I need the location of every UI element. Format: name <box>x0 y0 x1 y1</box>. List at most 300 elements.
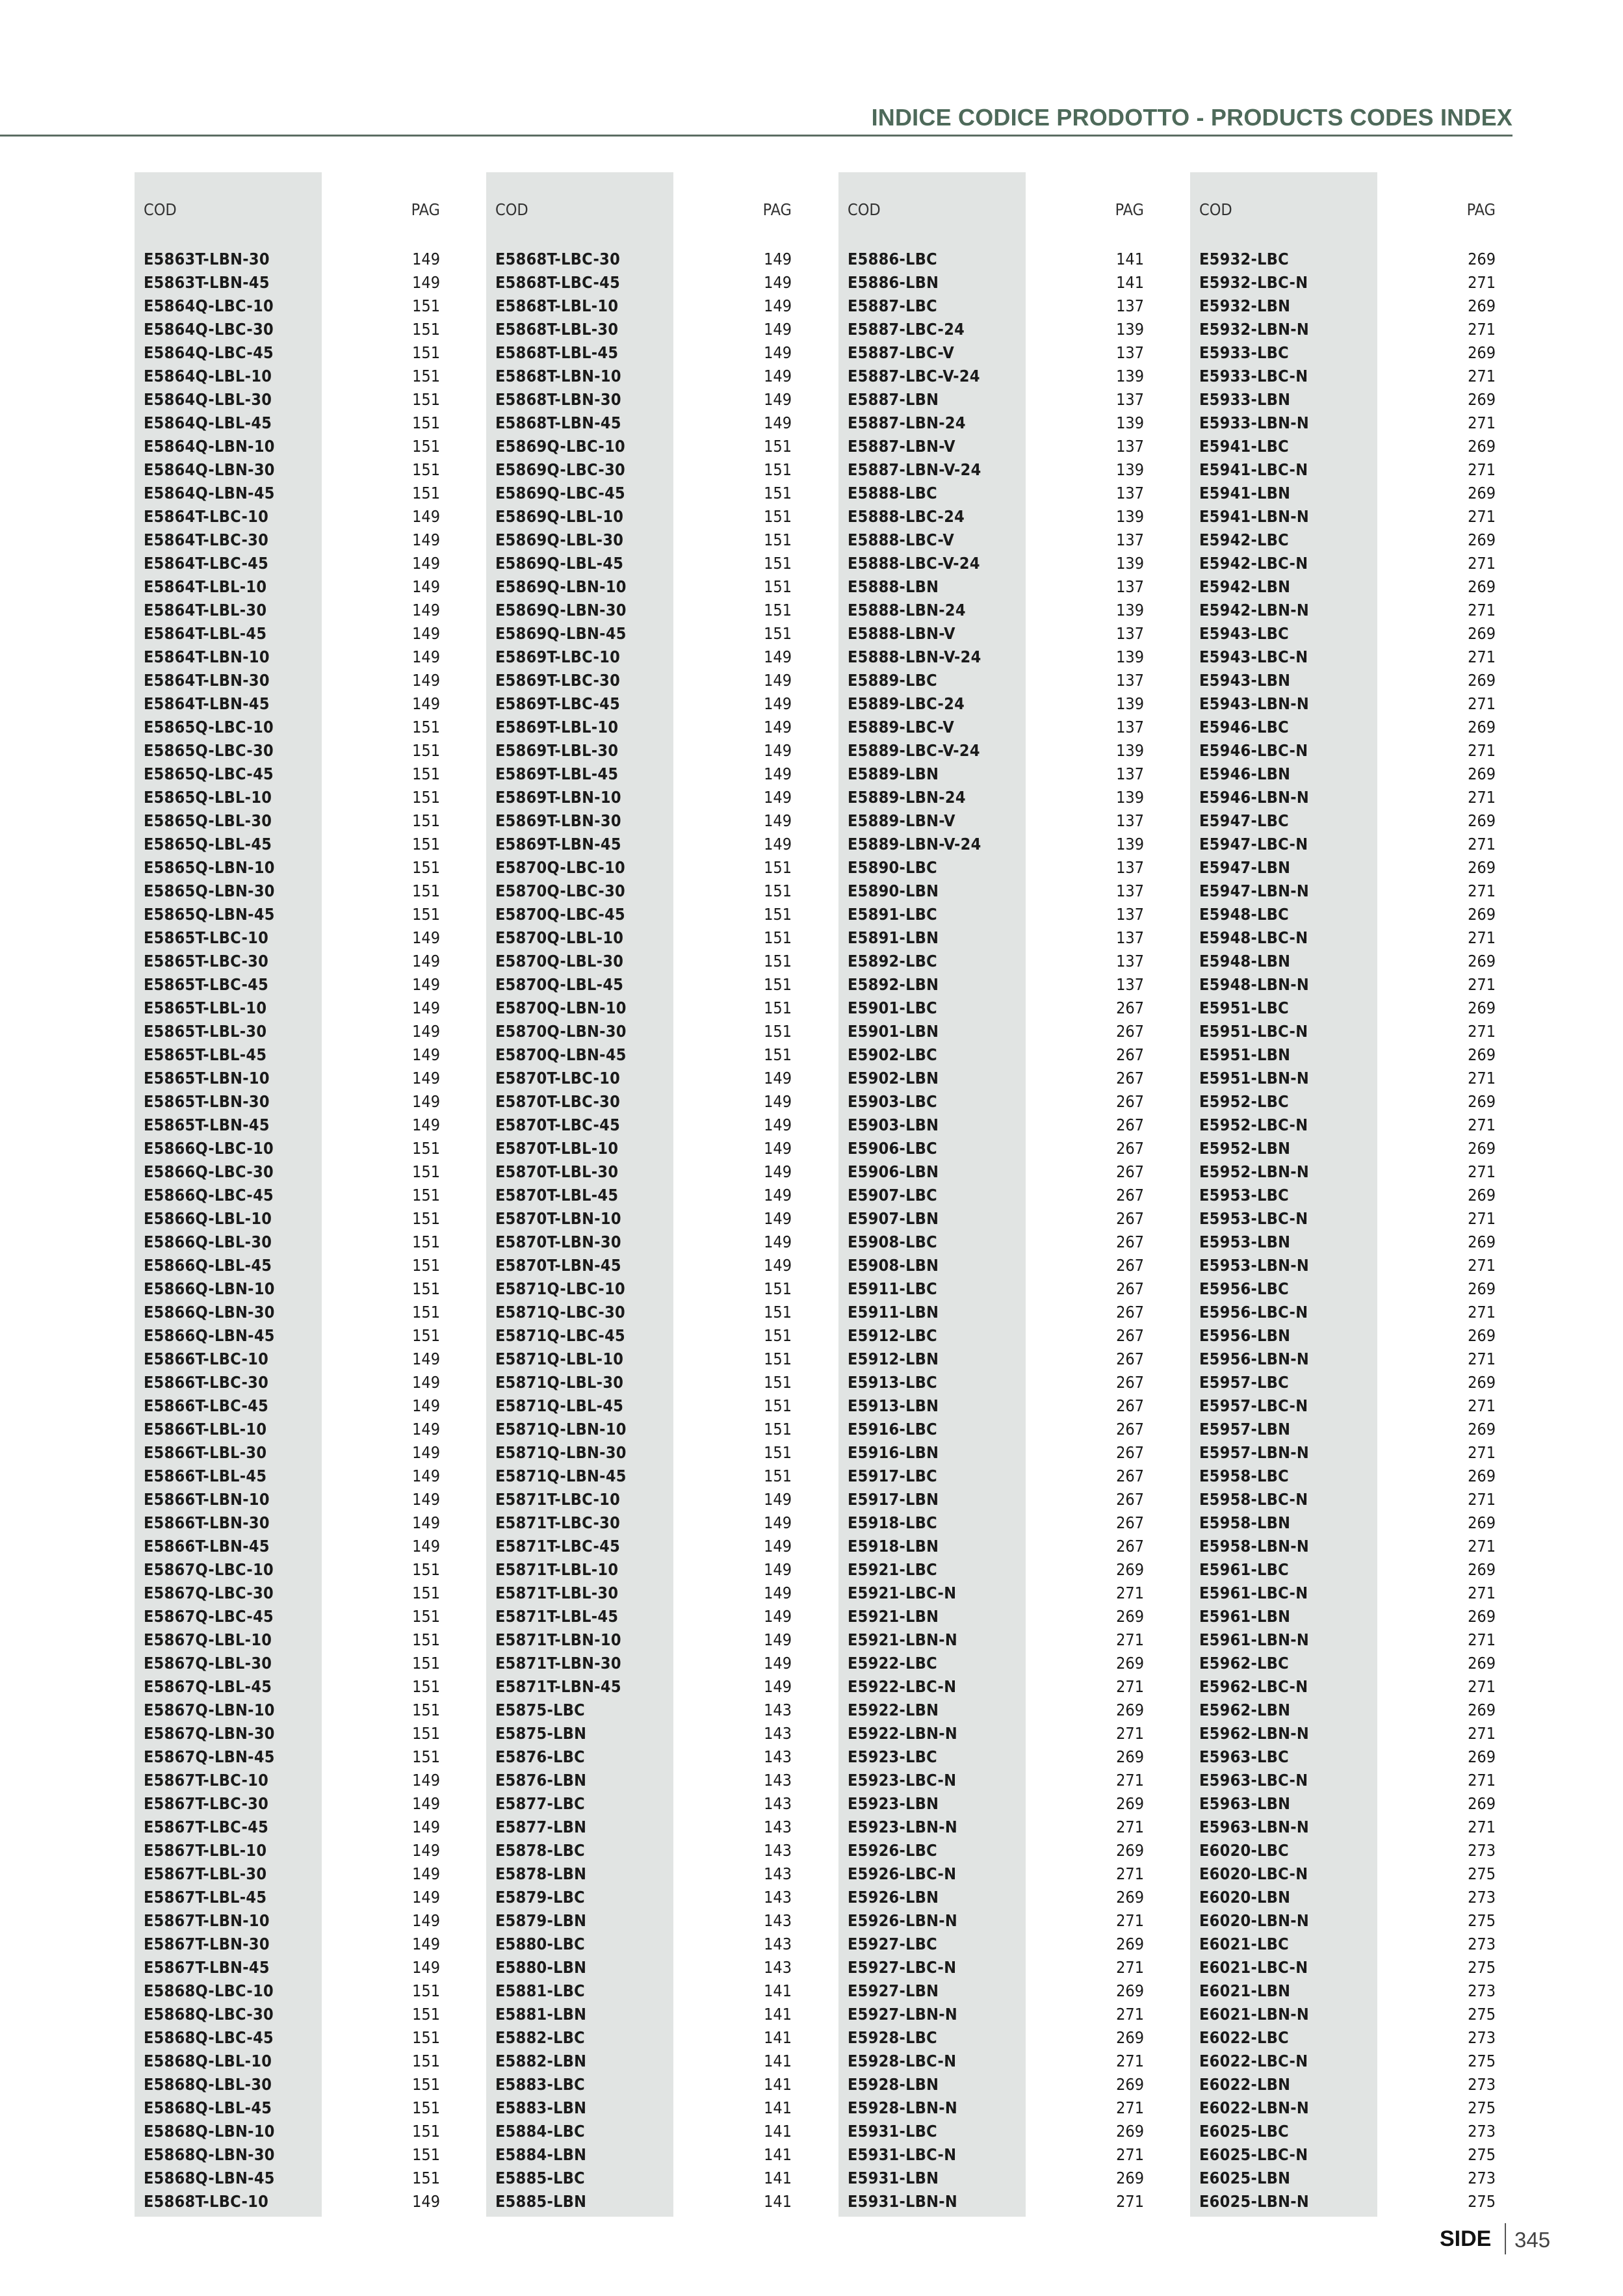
page-ref: 267 <box>1116 1139 1144 1158</box>
page-ref: 267 <box>1116 1233 1144 1251</box>
page-ref: 149 <box>412 1771 440 1790</box>
page-ref: 271 <box>1468 507 1496 526</box>
page-ref: 149 <box>764 1256 792 1275</box>
index-row <box>838 692 1144 715</box>
page-ref: 271 <box>1468 1630 1496 1649</box>
product-code: E5942-LBC-N <box>1199 554 1308 573</box>
product-code: E5869Q-LBL-45 <box>495 554 624 573</box>
page-ref: 275 <box>1468 2192 1496 2211</box>
product-code: E5951-LBC <box>1199 998 1289 1017</box>
page-ref: 267 <box>1116 1115 1144 1134</box>
index-row <box>1190 855 1496 879</box>
product-code: E5865Q-LBL-30 <box>144 811 272 830</box>
page-ref: 149 <box>764 764 792 783</box>
product-code: E5865T-LBC-10 <box>144 928 269 947</box>
index-rows <box>486 247 792 2213</box>
page-ref: 269 <box>1468 1513 1496 1532</box>
index-row <box>135 2096 440 2119</box>
index-row <box>838 2166 1144 2189</box>
page-ref: 273 <box>1468 2122 1496 2141</box>
index-row <box>1190 926 1496 949</box>
page-ref: 141 <box>764 2145 792 2164</box>
index-row <box>838 1066 1144 1089</box>
product-code: E5870T-LBC-10 <box>495 1069 621 1088</box>
product-code: E5928-LBN <box>848 2075 939 2094</box>
product-code: E5868Q-LBN-10 <box>144 2122 275 2141</box>
index-row <box>838 1862 1144 1885</box>
page-ref: 149 <box>764 1560 792 1579</box>
product-code: E5941-LBN-N <box>1199 507 1310 526</box>
product-code: E5922-LBC-N <box>848 1677 957 1696</box>
page-ref: 151 <box>412 367 440 385</box>
index-row <box>486 2119 792 2143</box>
product-code: E5953-LBN <box>1199 1233 1291 1251</box>
index-row <box>135 598 440 621</box>
page-ref: 271 <box>1116 1818 1144 1836</box>
page-ref: 151 <box>764 1420 792 1439</box>
index-row <box>838 996 1144 1019</box>
index-row <box>135 1558 440 1581</box>
page-ref: 141 <box>764 2098 792 2117</box>
index-row <box>1190 528 1496 551</box>
index-row <box>838 715 1144 738</box>
product-code: E5888-LBC-V <box>848 530 955 549</box>
page-ref: 149 <box>764 1537 792 1556</box>
product-code: E6021-LBN-N <box>1199 2005 1310 2024</box>
page-ref: 151 <box>764 624 792 643</box>
page-ref: 149 <box>764 1162 792 1181</box>
product-code: E5871T-LBN-30 <box>495 1654 621 1673</box>
product-code: E5902-LBC <box>848 1045 937 1064</box>
page-ref: 267 <box>1116 1443 1144 1462</box>
page-ref: 269 <box>1468 1654 1496 1673</box>
page-ref: 149 <box>412 2192 440 2211</box>
product-code: E5864T-LBN-30 <box>144 671 270 690</box>
page-ref: 267 <box>1116 1326 1144 1345</box>
product-code: E5932-LBN <box>1199 296 1291 315</box>
page-ref: 149 <box>412 624 440 643</box>
product-code: E5870T-LBL-10 <box>495 1139 619 1158</box>
index-row <box>135 1792 440 1815</box>
product-code: E5952-LBC <box>1199 1092 1289 1111</box>
index-row <box>1190 1347 1496 1370</box>
product-code: E5946-LBC-N <box>1199 741 1308 760</box>
index-row <box>838 294 1144 317</box>
index-row <box>838 1721 1144 1745</box>
product-code: E5871T-LBL-10 <box>495 1560 619 1579</box>
product-code: E5884-LBN <box>495 2145 587 2164</box>
index-row <box>838 1347 1144 1370</box>
page-ref: 271 <box>1468 1537 1496 1556</box>
index-row <box>1190 1370 1496 1394</box>
page-ref: 269 <box>1468 343 1496 362</box>
index-row <box>135 1815 440 1838</box>
index-row <box>135 317 440 341</box>
index-row <box>838 1955 1144 1979</box>
index-row <box>486 294 792 317</box>
product-code: E5889-LBC-V-24 <box>848 741 980 760</box>
index-row <box>486 2002 792 2026</box>
page-ref: 149 <box>764 413 792 432</box>
page-ref: 137 <box>1116 343 1144 362</box>
index-column-2 <box>486 172 792 2217</box>
page-ref: 143 <box>764 1771 792 1790</box>
index-row <box>486 996 792 1019</box>
index-row <box>838 528 1144 551</box>
index-row <box>1190 1604 1496 1628</box>
page-ref: 151 <box>412 1256 440 1275</box>
index-row <box>838 1089 1144 1113</box>
product-code: E5869Q-LBC-10 <box>495 437 625 456</box>
page-ref: 143 <box>764 1958 792 1977</box>
product-code: E5864T-LBC-30 <box>144 530 269 549</box>
page-ref: 149 <box>764 296 792 315</box>
index-row <box>135 481 440 504</box>
page-ref: 269 <box>1468 1186 1496 1205</box>
page-ref: 151 <box>764 1467 792 1485</box>
index-row <box>1190 2119 1496 2143</box>
product-code: E5864Q-LBN-10 <box>144 437 275 456</box>
product-code: E5942-LBN <box>1199 577 1291 596</box>
index-row <box>486 1932 792 1955</box>
product-code: E5868T-LBN-30 <box>495 390 621 409</box>
product-code: E5961-LBC-N <box>1199 1584 1308 1602</box>
page-ref: 139 <box>1116 694 1144 713</box>
index-row <box>135 1441 440 1464</box>
index-row <box>486 481 792 504</box>
page-ref: 151 <box>412 2122 440 2141</box>
index-row <box>486 738 792 762</box>
page-ref: 271 <box>1116 2145 1144 2164</box>
index-row <box>1190 458 1496 481</box>
index-row <box>838 317 1144 341</box>
page-ref: 139 <box>1116 460 1144 479</box>
footer-separator <box>1505 2223 1506 2254</box>
page-number: 345 <box>1514 2228 1551 2252</box>
page-ref: 149 <box>764 647 792 666</box>
column-header <box>1190 185 1496 231</box>
product-code: E5943-LBN-N <box>1199 694 1310 713</box>
index-row <box>135 1136 440 1160</box>
index-row <box>486 598 792 621</box>
product-code: E6022-LBC-N <box>1199 2052 1308 2070</box>
index-row <box>135 1370 440 1394</box>
page-ref: 139 <box>1116 647 1144 666</box>
page-ref: 267 <box>1116 1162 1144 1181</box>
page-ref: 271 <box>1468 881 1496 900</box>
page-ref: 271 <box>1116 1771 1144 1790</box>
product-code: E5869Q-LBC-45 <box>495 484 625 502</box>
page-ref: 151 <box>412 413 440 432</box>
index-row <box>1190 645 1496 668</box>
page-ref: 151 <box>764 484 792 502</box>
index-row <box>1190 1862 1496 1885</box>
index-row <box>1190 1300 1496 1324</box>
product-code: E5870T-LBC-30 <box>495 1092 621 1111</box>
product-code: E5869T-LBL-30 <box>495 741 619 760</box>
product-code: E5961-LBN <box>1199 1607 1291 1626</box>
product-code: E5963-LBN-N <box>1199 1818 1310 1836</box>
product-code: E5943-LBC-N <box>1199 647 1308 666</box>
page-ref: 271 <box>1468 741 1496 760</box>
index-row <box>486 551 792 575</box>
product-code: E5921-LBC-N <box>848 1584 957 1602</box>
page-ref: 269 <box>1468 624 1496 643</box>
product-code: E5946-LBN <box>1199 764 1291 783</box>
product-code: E5953-LBN-N <box>1199 1256 1310 1275</box>
product-code: E5887-LBN-V-24 <box>848 460 981 479</box>
page-ref: 269 <box>1116 2122 1144 2141</box>
page-ref: 151 <box>412 296 440 315</box>
index-row <box>135 2072 440 2096</box>
page-ref: 149 <box>764 273 792 292</box>
index-row <box>838 1183 1144 1207</box>
product-code: E5865T-LBN-45 <box>144 1115 270 1134</box>
page-ref: 269 <box>1468 1045 1496 1064</box>
index-row <box>1190 2166 1496 2189</box>
page-ref: 151 <box>764 554 792 573</box>
product-code: E5868T-LBL-45 <box>495 343 619 362</box>
product-code: E5866T-LBL-10 <box>144 1420 267 1439</box>
page-ref: 269 <box>1468 1139 1496 1158</box>
index-row <box>135 364 440 387</box>
product-code: E5947-LBN <box>1199 858 1291 877</box>
product-code: E5866Q-LBN-45 <box>144 1326 275 1345</box>
page-ref: 151 <box>412 1654 440 1673</box>
product-code: E5885-LBC <box>495 2169 585 2187</box>
product-code: E5866Q-LBL-10 <box>144 1209 272 1228</box>
page-ref: 151 <box>412 764 440 783</box>
page-ref: 275 <box>1468 1958 1496 1977</box>
page-ref: 275 <box>1468 1864 1496 1883</box>
page-ref: 149 <box>412 507 440 526</box>
index-row <box>135 575 440 598</box>
index-row <box>135 1745 440 1768</box>
product-code: E5903-LBC <box>848 1092 937 1111</box>
cod-header: COD <box>848 200 881 219</box>
index-row <box>486 1721 792 1745</box>
product-code: E5864Q-LBN-30 <box>144 460 275 479</box>
index-row <box>838 1909 1144 1932</box>
index-row <box>486 1136 792 1160</box>
product-code: E5913-LBC <box>848 1373 937 1392</box>
page-ref: 151 <box>764 460 792 479</box>
page-ref: 143 <box>764 1747 792 1766</box>
page-ref: 269 <box>1468 250 1496 268</box>
page-ref: 143 <box>764 1794 792 1813</box>
product-code: E5871T-LBC-10 <box>495 1490 621 1509</box>
page-ref: 149 <box>412 1443 440 1462</box>
index-row <box>838 972 1144 996</box>
product-code: E5867Q-LBL-45 <box>144 1677 272 1696</box>
page-ref: 149 <box>412 975 440 994</box>
product-code: E5892-LBC <box>848 952 937 971</box>
index-row <box>1190 1558 1496 1581</box>
product-code: E5869Q-LBN-10 <box>495 577 627 596</box>
index-row <box>838 2096 1144 2119</box>
page-ref: 271 <box>1468 788 1496 807</box>
product-code: E5953-LBC <box>1199 1186 1289 1205</box>
index-column-1 <box>135 172 440 2217</box>
product-code: E5870T-LBN-30 <box>495 1233 621 1251</box>
product-code: E6025-LBN-N <box>1199 2192 1310 2211</box>
page-ref: 149 <box>412 1373 440 1392</box>
index-row <box>1190 1487 1496 1511</box>
page-ref: 271 <box>1468 1162 1496 1181</box>
index-row <box>838 949 1144 972</box>
product-code: E5867Q-LBL-30 <box>144 1654 272 1673</box>
index-row <box>1190 1253 1496 1277</box>
product-code: E5870T-LBL-30 <box>495 1162 619 1181</box>
product-code: E6025-LBC-N <box>1199 2145 1308 2164</box>
index-row <box>486 247 792 270</box>
page-ref: 137 <box>1116 905 1144 924</box>
index-row <box>486 1838 792 1862</box>
product-code: E5941-LBN <box>1199 484 1291 502</box>
product-code: E5927-LBN-N <box>848 2005 958 2024</box>
page-ref: 269 <box>1468 530 1496 549</box>
page-ref: 151 <box>412 1584 440 1602</box>
index-row <box>1190 692 1496 715</box>
product-code: E5922-LBC <box>848 1654 937 1673</box>
product-code: E5881-LBC <box>495 1981 585 2000</box>
page-ref: 271 <box>1468 413 1496 432</box>
product-code: E5865T-LBL-45 <box>144 1045 267 1064</box>
page-ref: 271 <box>1468 1350 1496 1368</box>
product-code: E6020-LBN-N <box>1199 1911 1310 1930</box>
product-code: E5963-LBC <box>1199 1747 1289 1766</box>
page-ref: 151 <box>412 1724 440 1743</box>
index-row <box>135 785 440 809</box>
index-row <box>1190 551 1496 575</box>
index-row <box>135 1534 440 1558</box>
index-row <box>838 434 1144 458</box>
index-row <box>838 1558 1144 1581</box>
product-code: E5867T-LBN-45 <box>144 1958 270 1977</box>
index-row <box>838 481 1144 504</box>
product-code: E5962-LBN <box>1199 1701 1291 1719</box>
index-row <box>838 2143 1144 2166</box>
product-code: E5928-LBC <box>848 2028 937 2047</box>
page-ref: 271 <box>1468 975 1496 994</box>
index-row <box>486 879 792 902</box>
footer-brand: SIDE <box>1440 2226 1492 2251</box>
product-code: E5891-LBC <box>848 905 937 924</box>
index-row <box>838 1698 1144 1721</box>
page-ref: 269 <box>1468 1373 1496 1392</box>
product-code: E5912-LBC <box>848 1326 937 1345</box>
index-row <box>135 1604 440 1628</box>
product-code: E5868T-LBL-30 <box>495 320 619 339</box>
page-ref: 149 <box>764 367 792 385</box>
index-row <box>486 668 792 692</box>
page-ref: 269 <box>1116 1607 1144 1626</box>
page-ref: 269 <box>1116 1654 1144 1673</box>
page-ref: 149 <box>764 390 792 409</box>
page-ref: 151 <box>412 1139 440 1158</box>
page-ref: 271 <box>1468 1584 1496 1602</box>
product-code: E5911-LBN <box>848 1303 939 1322</box>
product-code: E5866Q-LBL-30 <box>144 1233 272 1251</box>
product-code: E5907-LBN <box>848 1209 939 1228</box>
index-row <box>135 972 440 996</box>
product-code: E5880-LBN <box>495 1958 587 1977</box>
product-code: E5962-LBC <box>1199 1654 1289 1673</box>
index-row <box>135 879 440 902</box>
product-code: E5864Q-LBC-45 <box>144 343 274 362</box>
product-code: E5864Q-LBC-10 <box>144 296 274 315</box>
product-code: E5958-LBC-N <box>1199 1490 1308 1509</box>
index-row <box>838 364 1144 387</box>
product-code: E5864T-LBN-45 <box>144 694 270 713</box>
product-code: E5863T-LBN-45 <box>144 273 270 292</box>
product-code: E5871T-LBC-45 <box>495 1537 621 1556</box>
index-row <box>486 2166 792 2189</box>
product-code: E5864Q-LBN-45 <box>144 484 275 502</box>
product-code: E5868T-LBN-10 <box>495 367 621 385</box>
page-ref: 273 <box>1468 1981 1496 2000</box>
product-code: E5870T-LBN-10 <box>495 1209 621 1228</box>
page-ref: 137 <box>1116 952 1144 971</box>
page-ref: 137 <box>1116 390 1144 409</box>
index-row <box>838 1581 1144 1604</box>
product-code: E5906-LBC <box>848 1139 937 1158</box>
page-ref: 149 <box>412 554 440 573</box>
page-ref: 141 <box>764 2075 792 2094</box>
index-row <box>486 809 792 832</box>
index-row <box>838 879 1144 902</box>
page-ref: 269 <box>1116 2169 1144 2187</box>
page-ref: 137 <box>1116 484 1144 502</box>
page-ref: 269 <box>1468 1607 1496 1626</box>
page-ref: 275 <box>1468 1911 1496 1930</box>
index-row <box>486 762 792 785</box>
product-code: E5866T-LBC-45 <box>144 1396 269 1415</box>
index-row <box>1190 1721 1496 1745</box>
product-code: E5869T-LBC-10 <box>495 647 621 666</box>
product-code: E5951-LBC-N <box>1199 1022 1308 1041</box>
page-ref: 275 <box>1468 2145 1496 2164</box>
index-row <box>486 1955 792 1979</box>
product-code: E5871Q-LBN-45 <box>495 1467 627 1485</box>
page-ref: 271 <box>1468 320 1496 339</box>
page-ref: 269 <box>1116 1935 1144 1953</box>
page-ref: 149 <box>412 694 440 713</box>
index-row <box>838 1230 1144 1253</box>
cod-header: COD <box>1199 200 1232 219</box>
product-code: E5958-LBN <box>1199 1513 1291 1532</box>
page-ref: 271 <box>1468 554 1496 573</box>
product-code: E5870Q-LBL-30 <box>495 952 624 971</box>
product-code: E5942-LBN-N <box>1199 601 1310 620</box>
index-row <box>838 1394 1144 1417</box>
index-row <box>838 621 1144 645</box>
page-ref: 269 <box>1468 858 1496 877</box>
product-code: E5869Q-LBN-30 <box>495 601 627 620</box>
page-ref: 269 <box>1116 2028 1144 2047</box>
index-row <box>1190 621 1496 645</box>
page-ref: 149 <box>412 1888 440 1907</box>
product-code: E5961-LBC <box>1199 1560 1289 1579</box>
index-row <box>1190 2002 1496 2026</box>
index-row <box>135 387 440 411</box>
page-ref: 151 <box>764 1373 792 1392</box>
product-code: E5918-LBN <box>848 1537 939 1556</box>
index-row <box>486 949 792 972</box>
page-ref: 149 <box>412 952 440 971</box>
product-code: E5864T-LBC-10 <box>144 507 269 526</box>
product-code: E5867Q-LBN-45 <box>144 1747 275 1766</box>
